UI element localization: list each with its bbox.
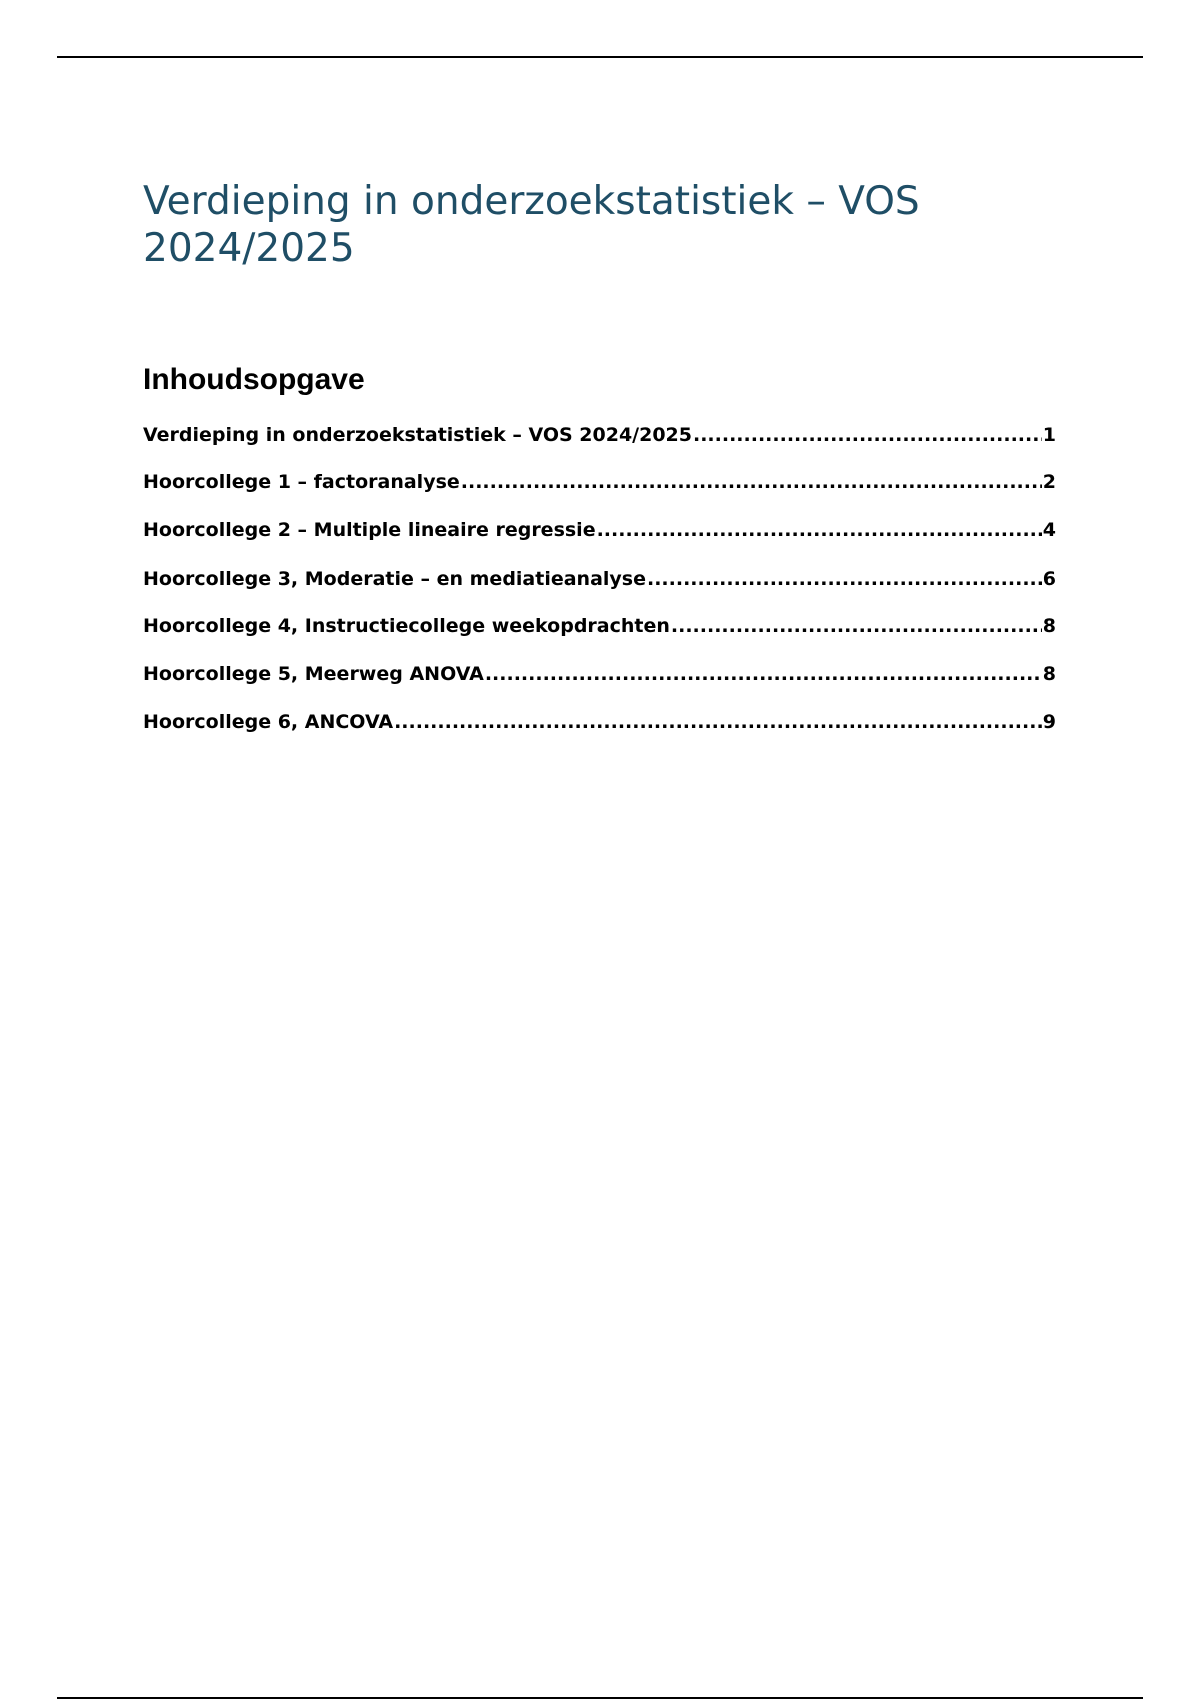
toc-entry-hoorcollege-5[interactable]: [143, 661, 1056, 687]
toc-entry-label: Hoorcollege 5, Meerweg ANOVA: [143, 663, 484, 685]
toc-entry-label: Verdieping in onderzoekstatistiek – VOS 2024/2025: [143, 424, 692, 446]
toc-dot-leader: [461, 469, 1042, 495]
toc-entry-hoorcollege-1[interactable]: [143, 469, 1056, 495]
toc-entry-page: 4: [1042, 519, 1056, 541]
toc-entry-page: 6: [1042, 568, 1056, 590]
toc-entry-label: Hoorcollege 6, ANCOVA: [143, 711, 394, 733]
document-title: Verdieping in onderzoekstatistiek – VOS 2024/2025: [143, 179, 920, 271]
toc-entry-label: Hoorcollege 3, Moderatie – en mediatieanalyse: [143, 568, 646, 590]
toc-dot-leader: [647, 566, 1042, 592]
toc-heading: Inhoudsopgave: [143, 363, 365, 396]
toc-entry-page: 1: [1042, 424, 1056, 446]
footer-rule: [57, 1697, 1143, 1699]
toc-entry-page: 8: [1042, 663, 1056, 685]
toc-dot-leader: [671, 613, 1042, 639]
toc-entry-label: Hoorcollege 4, Instructiecollege weekopdrachten: [143, 615, 670, 637]
toc-entry-hoorcollege-4[interactable]: [143, 613, 1056, 639]
toc-dot-leader: [693, 422, 1042, 448]
toc-entry-label: Hoorcollege 1 – factoranalyse: [143, 471, 460, 493]
toc-dot-leader: [394, 709, 1042, 735]
toc-entry-hoorcollege-6[interactable]: [143, 709, 1056, 735]
toc-entry-title[interactable]: [143, 422, 1056, 448]
toc-entry-page: 2: [1042, 471, 1056, 493]
toc-entry-page: 9: [1042, 711, 1056, 733]
toc-entry-hoorcollege-3[interactable]: [143, 566, 1056, 592]
toc-dot-leader: [597, 517, 1042, 543]
toc-entry-label: Hoorcollege 2 – Multiple lineaire regressie: [143, 519, 596, 541]
toc-entry-hoorcollege-2[interactable]: [143, 517, 1056, 543]
toc-dot-leader: [485, 661, 1042, 687]
header-rule: [57, 56, 1143, 58]
toc-entry-page: 8: [1042, 615, 1056, 637]
